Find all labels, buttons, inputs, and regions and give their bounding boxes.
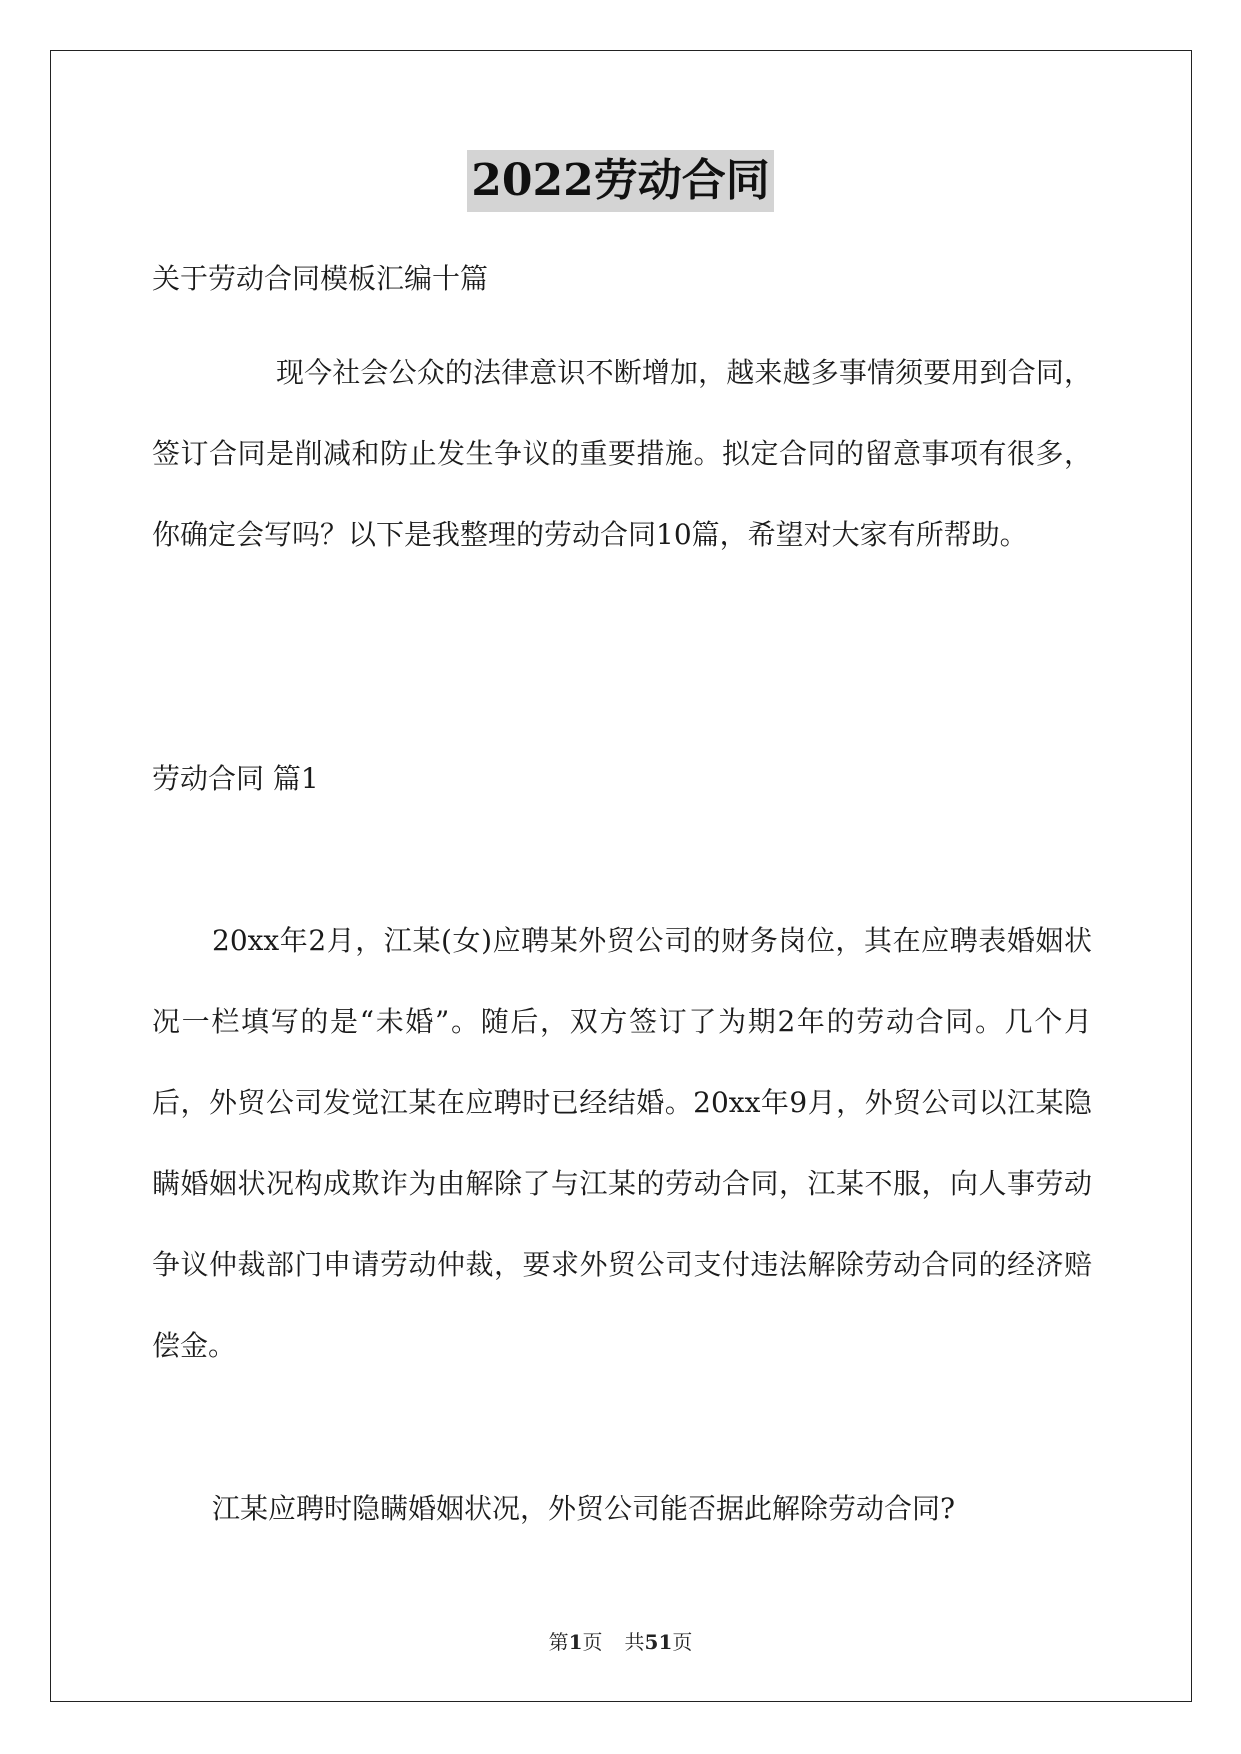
case-paragraph: 20xx年2月，江某(女)应聘某外贸公司的财务岗位，其在应聘表婚姻状况一栏填写的是“未婚”。随后，双方签订了为期2年的劳动合同。几个月后，外贸公司发觉江某在应聘时已经结婚。20xx年9月，外贸公司以江某隐瞒婚姻状况构成欺诈为由解除了与江某的劳动合同，江某不服，向人事劳动争议仲裁部门申请劳动仲裁，要求外贸公司支付违法解除劳动合同的经济赔偿金。 (152, 924, 1092, 1362)
question-paragraph: 江某应聘时隐瞒婚姻状况，外贸公司能否据此解除劳动合同? (212, 1492, 956, 1525)
page-prefix: 第 (548, 1630, 569, 1654)
page-suffix: 页 (582, 1630, 603, 1654)
total-prefix: 共 (624, 1630, 645, 1654)
document-title: 2022劳动合同 (467, 150, 773, 212)
page-footer (0, 1628, 1241, 1656)
total-suffix: 页 (672, 1630, 693, 1654)
document-subtitle: 关于劳动合同模板汇编十篇 (152, 262, 489, 295)
title-container (0, 150, 1241, 212)
total-pages: 51 (644, 1630, 673, 1654)
page-number: 1 (568, 1630, 583, 1654)
section-heading: 劳动合同 篇1 (152, 762, 319, 795)
intro-paragraph: 现今社会公众的法律意识不断增加，越来越多事情须要用到合同，签订合同是削减和防止发生争议的重要措施。拟定合同的留意事项有很多，你确定会写吗？以下是我整理的劳动合同10篇，希望对大家有所帮助。 (152, 356, 1092, 551)
